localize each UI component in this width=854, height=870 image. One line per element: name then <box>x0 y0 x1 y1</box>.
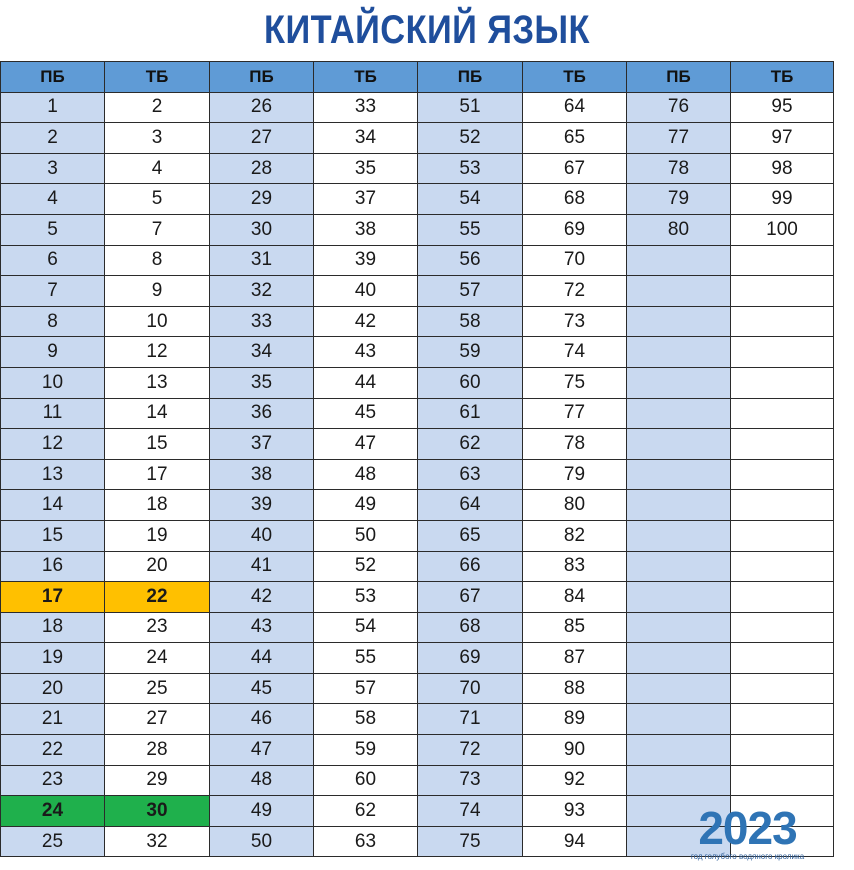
primary-score-cell: 48 <box>210 765 314 796</box>
table-row <box>1 459 834 490</box>
test-score-cell: 85 <box>523 612 627 643</box>
primary-score-cell: 56 <box>418 245 523 276</box>
test-score-cell: 100 <box>731 214 834 245</box>
test-score-cell: 12 <box>105 337 210 368</box>
table-row <box>1 276 834 307</box>
table-row <box>1 153 834 184</box>
primary-score-cell: 76 <box>627 92 731 123</box>
test-score-cell: 84 <box>523 582 627 613</box>
table-row <box>1 123 834 154</box>
primary-score-cell: 67 <box>418 582 523 613</box>
primary-score-cell <box>627 520 731 551</box>
test-score-cell: 44 <box>314 367 418 398</box>
test-score-cell: 73 <box>523 306 627 337</box>
primary-score-cell: 58 <box>418 306 523 337</box>
primary-score-cell <box>627 398 731 429</box>
test-score-cell <box>731 459 834 490</box>
primary-score-cell <box>627 459 731 490</box>
primary-score-cell <box>627 582 731 613</box>
test-score-cell: 82 <box>523 520 627 551</box>
test-score-cell: 35 <box>314 153 418 184</box>
primary-score-cell: 71 <box>418 704 523 735</box>
test-score-cell: 78 <box>523 429 627 460</box>
test-score-cell <box>731 673 834 704</box>
table-row <box>1 429 834 460</box>
primary-score-cell <box>627 765 731 796</box>
year-2023-logo <box>680 802 815 866</box>
test-score-cell: 54 <box>314 612 418 643</box>
test-score-cell <box>731 398 834 429</box>
primary-score-cell: 39 <box>210 490 314 521</box>
primary-score-cell: 60 <box>418 367 523 398</box>
primary-score-cell: 54 <box>418 184 523 215</box>
table-row <box>1 735 834 766</box>
test-score-cell <box>731 276 834 307</box>
test-score-cell: 95 <box>731 92 834 123</box>
column-header-tb: ТБ <box>314 62 418 93</box>
test-score-cell: 75 <box>523 367 627 398</box>
primary-score-cell: 7 <box>1 276 105 307</box>
test-score-cell: 10 <box>105 306 210 337</box>
test-score-cell: 70 <box>523 245 627 276</box>
table-row <box>1 704 834 735</box>
primary-score-cell: 3 <box>1 153 105 184</box>
table-row <box>1 214 834 245</box>
primary-score-cell: 68 <box>418 612 523 643</box>
primary-score-cell: 30 <box>210 214 314 245</box>
column-header-pb: ПБ <box>418 62 523 93</box>
primary-score-cell: 4 <box>1 184 105 215</box>
column-header-tb: ТБ <box>105 62 210 93</box>
primary-score-cell <box>627 367 731 398</box>
test-score-cell: 99 <box>731 184 834 215</box>
column-header-pb: ПБ <box>210 62 314 93</box>
page-title: КИТАЙСКИЙ ЯЗЫК <box>264 7 590 52</box>
test-score-cell: 67 <box>523 153 627 184</box>
primary-score-cell: 62 <box>418 429 523 460</box>
primary-score-cell: 18 <box>1 612 105 643</box>
primary-score-cell: 61 <box>418 398 523 429</box>
test-score-cell: 27 <box>105 704 210 735</box>
primary-score-cell: 57 <box>418 276 523 307</box>
test-score-cell: 42 <box>314 306 418 337</box>
test-score-cell: 97 <box>731 123 834 154</box>
primary-score-cell: 32 <box>210 276 314 307</box>
column-header-pb: ПБ <box>1 62 105 93</box>
test-score-cell: 29 <box>105 765 210 796</box>
test-score-cell: 98 <box>731 153 834 184</box>
primary-score-cell: 69 <box>418 643 523 674</box>
table-row <box>1 643 834 674</box>
primary-score-cell: 44 <box>210 643 314 674</box>
test-score-cell: 19 <box>105 520 210 551</box>
primary-score-cell: 19 <box>1 643 105 674</box>
primary-score-cell <box>627 643 731 674</box>
table-body <box>1 92 834 857</box>
test-score-cell <box>731 429 834 460</box>
primary-score-cell <box>627 276 731 307</box>
test-score-cell: 9 <box>105 276 210 307</box>
test-score-cell <box>731 735 834 766</box>
column-header-tb: ТБ <box>523 62 627 93</box>
test-score-cell: 22 <box>105 582 210 613</box>
primary-score-cell: 51 <box>418 92 523 123</box>
test-score-cell: 79 <box>523 459 627 490</box>
test-score-cell: 65 <box>523 123 627 154</box>
test-score-cell: 48 <box>314 459 418 490</box>
primary-score-cell: 80 <box>627 214 731 245</box>
table-row <box>1 306 834 337</box>
test-score-cell <box>731 704 834 735</box>
primary-score-cell: 66 <box>418 551 523 582</box>
primary-score-cell: 23 <box>1 765 105 796</box>
test-score-cell: 50 <box>314 520 418 551</box>
test-score-cell: 63 <box>314 826 418 857</box>
test-score-cell: 8 <box>105 245 210 276</box>
primary-score-cell: 21 <box>1 704 105 735</box>
primary-score-cell <box>627 306 731 337</box>
primary-score-cell: 43 <box>210 612 314 643</box>
primary-score-cell: 45 <box>210 673 314 704</box>
logo-year-text: 2023 <box>698 802 797 854</box>
primary-score-cell <box>627 337 731 368</box>
test-score-cell: 39 <box>314 245 418 276</box>
test-score-cell: 60 <box>314 765 418 796</box>
primary-score-cell: 8 <box>1 306 105 337</box>
test-score-cell: 62 <box>314 796 418 827</box>
test-score-cell: 87 <box>523 643 627 674</box>
test-score-cell <box>731 612 834 643</box>
test-score-cell: 30 <box>105 796 210 827</box>
test-score-cell: 89 <box>523 704 627 735</box>
primary-score-cell: 50 <box>210 826 314 857</box>
test-score-cell: 83 <box>523 551 627 582</box>
primary-score-cell: 53 <box>418 153 523 184</box>
test-score-cell: 49 <box>314 490 418 521</box>
primary-score-cell: 35 <box>210 367 314 398</box>
test-score-cell: 72 <box>523 276 627 307</box>
table-header-row <box>1 62 834 93</box>
primary-score-cell: 41 <box>210 551 314 582</box>
primary-score-cell: 5 <box>1 214 105 245</box>
score-conversion-table <box>0 61 834 857</box>
test-score-cell: 23 <box>105 612 210 643</box>
test-score-cell: 53 <box>314 582 418 613</box>
test-score-cell: 90 <box>523 735 627 766</box>
test-score-cell: 94 <box>523 826 627 857</box>
primary-score-cell: 27 <box>210 123 314 154</box>
primary-score-cell <box>627 490 731 521</box>
primary-score-cell: 11 <box>1 398 105 429</box>
primary-score-cell: 37 <box>210 429 314 460</box>
primary-score-cell <box>627 704 731 735</box>
test-score-cell: 38 <box>314 214 418 245</box>
table-row <box>1 367 834 398</box>
logo-caption: год голубого водяного кролика <box>690 852 805 861</box>
test-score-cell: 88 <box>523 673 627 704</box>
test-score-cell <box>731 490 834 521</box>
test-score-cell: 5 <box>105 184 210 215</box>
primary-score-cell: 36 <box>210 398 314 429</box>
test-score-cell: 57 <box>314 673 418 704</box>
test-score-cell: 32 <box>105 826 210 857</box>
column-header-pb: ПБ <box>627 62 731 93</box>
test-score-cell: 74 <box>523 337 627 368</box>
test-score-cell: 33 <box>314 92 418 123</box>
test-score-cell: 69 <box>523 214 627 245</box>
test-score-cell: 37 <box>314 184 418 215</box>
test-score-cell: 4 <box>105 153 210 184</box>
primary-score-cell: 70 <box>418 673 523 704</box>
primary-score-cell: 49 <box>210 796 314 827</box>
primary-score-cell: 14 <box>1 490 105 521</box>
test-score-cell: 3 <box>105 123 210 154</box>
primary-score-cell: 74 <box>418 796 523 827</box>
test-score-cell: 68 <box>523 184 627 215</box>
test-score-cell: 24 <box>105 643 210 674</box>
test-score-cell: 45 <box>314 398 418 429</box>
primary-score-cell: 22 <box>1 735 105 766</box>
primary-score-cell: 59 <box>418 337 523 368</box>
test-score-cell: 58 <box>314 704 418 735</box>
primary-score-cell: 79 <box>627 184 731 215</box>
primary-score-cell: 46 <box>210 704 314 735</box>
test-score-cell: 80 <box>523 490 627 521</box>
primary-score-cell <box>627 429 731 460</box>
table-row <box>1 245 834 276</box>
table-row <box>1 520 834 551</box>
primary-score-cell: 17 <box>1 582 105 613</box>
test-score-cell <box>731 551 834 582</box>
test-score-cell: 14 <box>105 398 210 429</box>
primary-score-cell: 33 <box>210 306 314 337</box>
primary-score-cell <box>627 612 731 643</box>
table-row <box>1 92 834 123</box>
test-score-cell: 13 <box>105 367 210 398</box>
primary-score-cell: 42 <box>210 582 314 613</box>
test-score-cell: 92 <box>523 765 627 796</box>
primary-score-cell: 24 <box>1 796 105 827</box>
primary-score-cell: 2 <box>1 123 105 154</box>
table-row <box>1 582 834 613</box>
primary-score-cell: 64 <box>418 490 523 521</box>
primary-score-cell: 55 <box>418 214 523 245</box>
test-score-cell <box>731 520 834 551</box>
primary-score-cell <box>627 735 731 766</box>
primary-score-cell: 29 <box>210 184 314 215</box>
test-score-cell: 34 <box>314 123 418 154</box>
test-score-cell: 15 <box>105 429 210 460</box>
table-row <box>1 490 834 521</box>
test-score-cell <box>731 643 834 674</box>
primary-score-cell: 38 <box>210 459 314 490</box>
primary-score-cell: 75 <box>418 826 523 857</box>
primary-score-cell <box>627 551 731 582</box>
primary-score-cell: 72 <box>418 735 523 766</box>
primary-score-cell: 28 <box>210 153 314 184</box>
table-row <box>1 551 834 582</box>
test-score-cell <box>731 337 834 368</box>
primary-score-cell: 78 <box>627 153 731 184</box>
test-score-cell <box>731 306 834 337</box>
primary-score-cell: 1 <box>1 92 105 123</box>
test-score-cell: 77 <box>523 398 627 429</box>
primary-score-cell: 63 <box>418 459 523 490</box>
primary-score-cell: 6 <box>1 245 105 276</box>
test-score-cell: 20 <box>105 551 210 582</box>
primary-score-cell: 52 <box>418 123 523 154</box>
test-score-cell: 52 <box>314 551 418 582</box>
test-score-cell: 55 <box>314 643 418 674</box>
test-score-cell: 18 <box>105 490 210 521</box>
primary-score-cell: 16 <box>1 551 105 582</box>
primary-score-cell: 47 <box>210 735 314 766</box>
test-score-cell: 7 <box>105 214 210 245</box>
test-score-cell: 43 <box>314 337 418 368</box>
test-score-cell: 47 <box>314 429 418 460</box>
test-score-cell: 2 <box>105 92 210 123</box>
test-score-cell: 59 <box>314 735 418 766</box>
table-row <box>1 765 834 796</box>
table-row <box>1 673 834 704</box>
test-score-cell <box>731 765 834 796</box>
primary-score-cell: 65 <box>418 520 523 551</box>
primary-score-cell: 15 <box>1 520 105 551</box>
primary-score-cell: 31 <box>210 245 314 276</box>
primary-score-cell: 13 <box>1 459 105 490</box>
test-score-cell: 25 <box>105 673 210 704</box>
primary-score-cell: 26 <box>210 92 314 123</box>
column-header-tb: ТБ <box>731 62 834 93</box>
table-row <box>1 184 834 215</box>
primary-score-cell: 25 <box>1 826 105 857</box>
primary-score-cell: 9 <box>1 337 105 368</box>
table-row <box>1 612 834 643</box>
test-score-cell <box>731 582 834 613</box>
test-score-cell: 64 <box>523 92 627 123</box>
primary-score-cell: 40 <box>210 520 314 551</box>
table-row <box>1 337 834 368</box>
table-row <box>1 398 834 429</box>
test-score-cell: 17 <box>105 459 210 490</box>
logo-year <box>680 802 815 854</box>
primary-score-cell: 73 <box>418 765 523 796</box>
primary-score-cell <box>627 673 731 704</box>
primary-score-cell: 12 <box>1 429 105 460</box>
primary-score-cell: 34 <box>210 337 314 368</box>
primary-score-cell: 10 <box>1 367 105 398</box>
test-score-cell <box>731 245 834 276</box>
test-score-cell <box>731 367 834 398</box>
test-score-cell: 93 <box>523 796 627 827</box>
test-score-cell: 28 <box>105 735 210 766</box>
primary-score-cell: 20 <box>1 673 105 704</box>
primary-score-cell <box>627 245 731 276</box>
test-score-cell: 40 <box>314 276 418 307</box>
primary-score-cell: 77 <box>627 123 731 154</box>
